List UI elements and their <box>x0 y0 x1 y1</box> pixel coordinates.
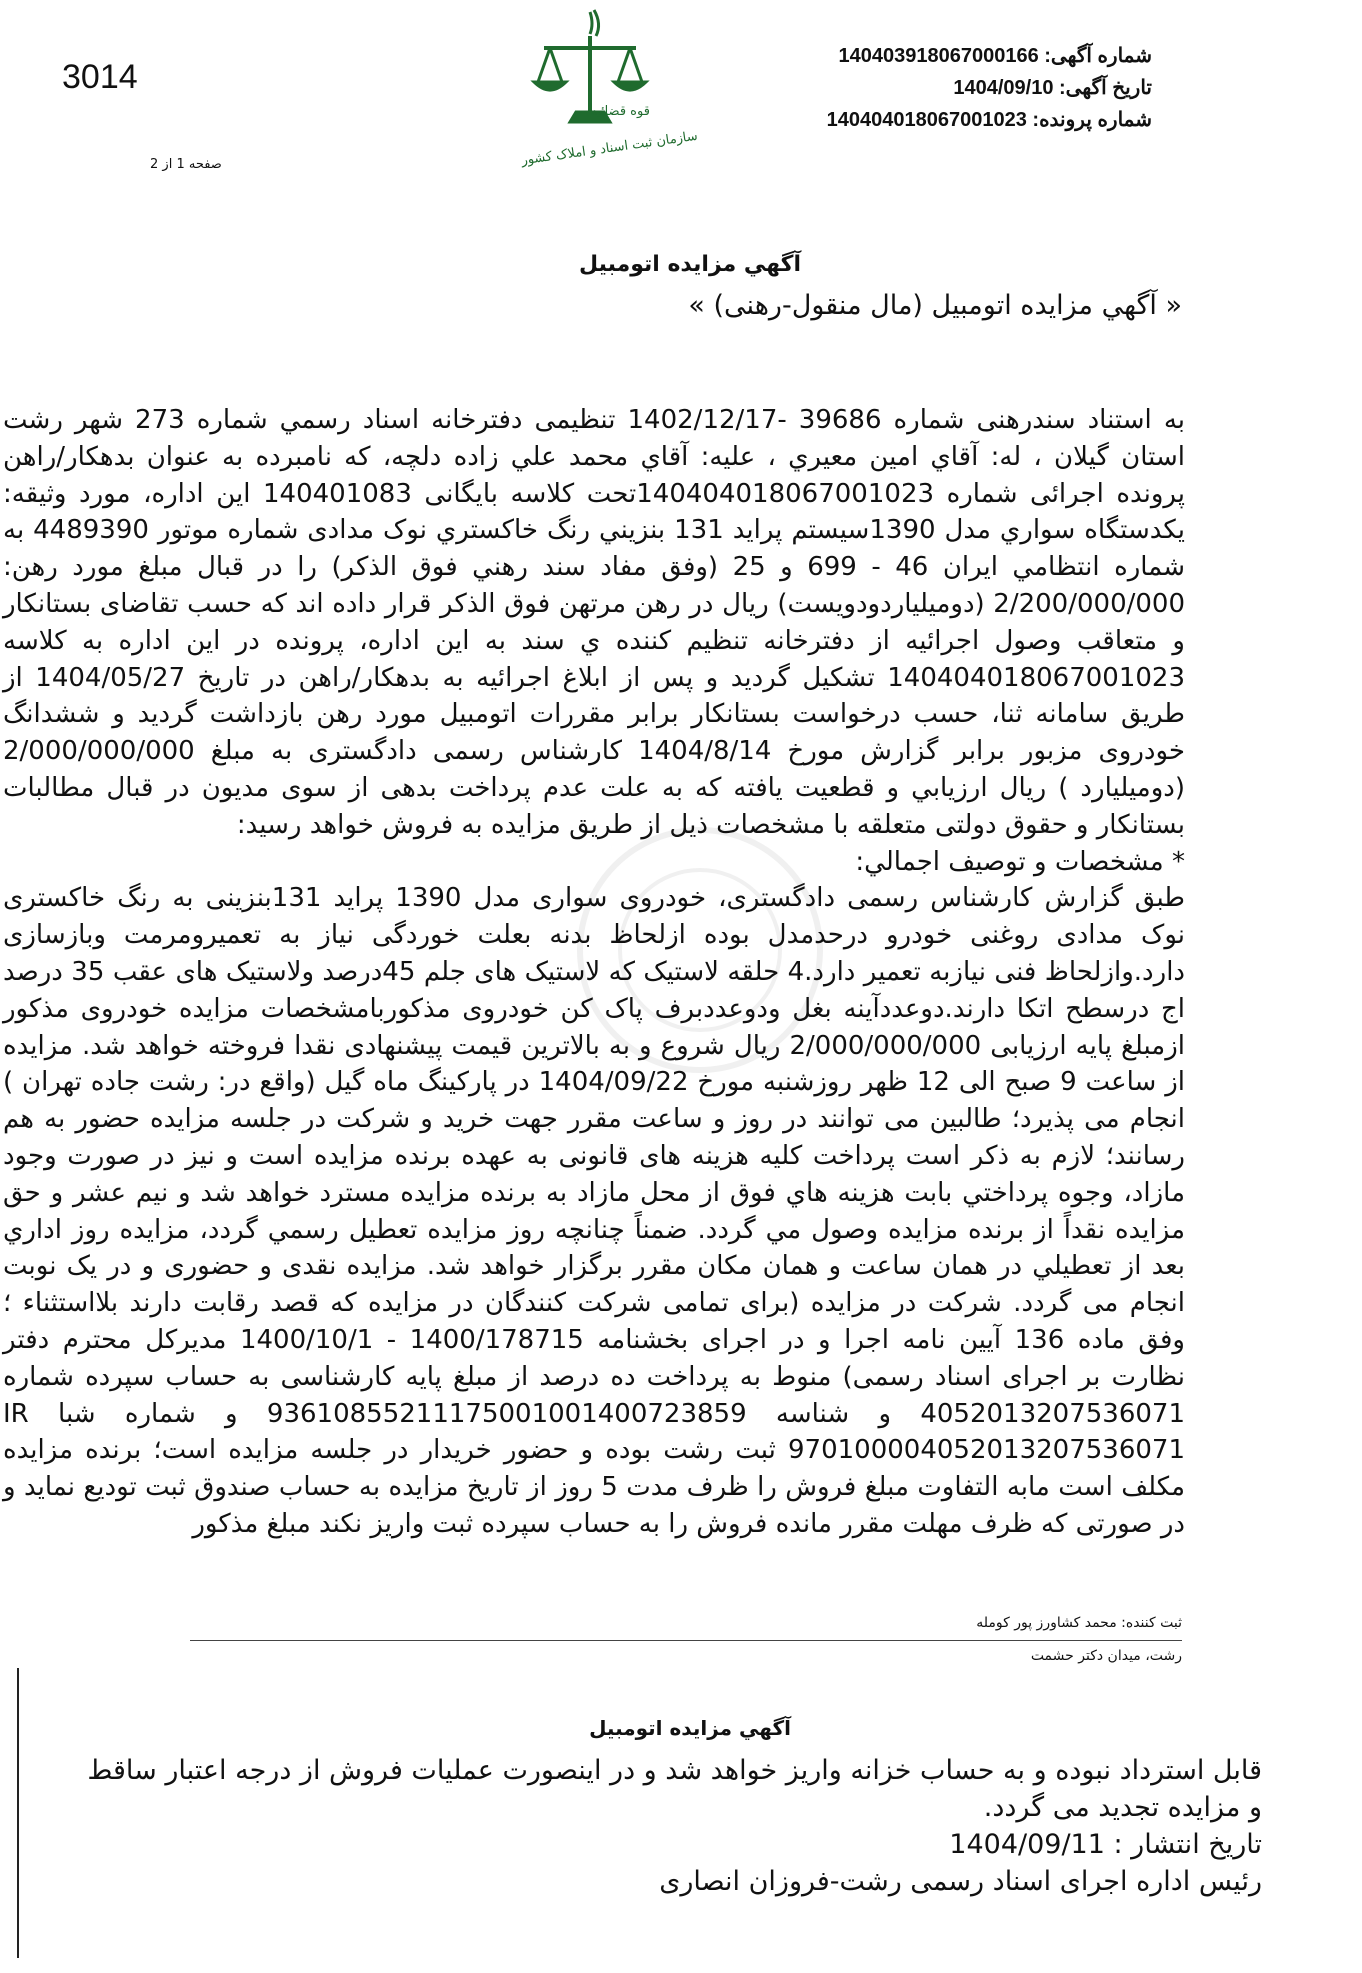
file-number-label: شماره پرونده: <box>1032 109 1152 131</box>
scales-of-justice-icon <box>520 0 720 200</box>
notice-body <box>3 402 1185 1543</box>
ad-date: 1404/09/10 <box>953 77 1054 99</box>
margin-line <box>17 1668 19 1958</box>
signature-line: رئیس اداره اجرای اسناد رسمی رشت-فروزان انصاری <box>659 1866 1262 1897</box>
publish-date: 1404/09/11 <box>949 1829 1105 1860</box>
registrar <box>976 1615 1182 1631</box>
registrar-name: محمد کشاورز پور کومله <box>976 1615 1117 1631</box>
office-address: رشت، میدان دکتر حشمت <box>1030 1648 1182 1664</box>
ad-number: 140403918067000166 <box>838 45 1039 67</box>
continuation-text: قابل استرداد نبوده و به حساب خزانه واریز خواهد شد و در اینصورت عملیات فروش از درجه اعتبار ساقط و مزایده تجدید می گردد. <box>87 1755 1262 1823</box>
judiciary-emblem <box>520 0 720 200</box>
page-subtitle: « آگهي مزايده اتومبيل (مال منقول-رهنی) » <box>688 290 1182 321</box>
footer-divider <box>190 1640 1182 1641</box>
ad-metadata <box>732 40 1152 136</box>
ad-date-label: تاریخ آگهی: <box>1059 77 1152 99</box>
registrar-label: ثبت کننده: <box>1121 1615 1182 1631</box>
body-paragraph-spec-heading: * مشخصات و توصيف اجمالي: <box>855 846 1185 877</box>
publish-date-row <box>82 1826 1262 1863</box>
continuation-body <box>82 1752 1262 1900</box>
emblem-caption-judiciary: قوه قضائیه <box>590 104 650 119</box>
body-paragraph-intro: به استناد سندرهنی شماره 39686 -1402/12/17 تنظیمی دفترخانه اسناد رسمي شماره 273 شهر رشت استان گیلان ، له: آقاي امين معيري ، عليه: آقاي محمد علي زاده دلچه، که نامبرده به عنوان بدهکار/راهن پرونده اجرائی شماره 140404018067001023تحت كلاسه بايگانی 140401083 اين اداره، مورد وثيقه: يكدستگاه سواري مدل 1390سيستم پرايد 131 بنزيني رنگ خاكستري نوک مدادی شماره موتور 4489390 به شماره انتظامي ايران 46 - 699 و 25 (وفق مفاد سند رهني فوق الذكر) را در قبال مبلغ مورد رهن: 2/200/000/000 (دوميلياردودويست) ريال در رهن مرتهن فوق الذکر قرار داده اند که حسب تقاضای بستانكار و متعاقب وصول اجرائيه از دفترخانه تنظیم کننده ي سند به اين اداره، پرونده در اين اداره به كلاسه 140404018067001023 تشكيل گرديد و پس از ابلاغ اجرائيه به بدهكار/راهن در تاريخ 1404/05/27 از طريق سامانه ثنا، حسب درخواست بستانكار برابر مقررات اتومبيل مورد رهن بازداشت گرديد و ششدانگ خودروی مزبور برابر گزارش مورخ 1404/8/14 کارشناس رسمی دادگستری به مبلغ 2/000/000/000 (دوميليارد ) ريال ارزيابي و قطعيت يافته که به علت عدم پرداخت بدهی از سوی مدیون در قبال مطالبات بستانکار و حقوق دولتی متعلقه با مشخصات ذیل از طریق مزایده به فروش خواهد رسید: <box>3 405 1185 840</box>
page-title: آگهي مزايده اتومبيل <box>578 252 802 277</box>
ad-number-label: شماره آگهی: <box>1044 45 1152 67</box>
document-code: 3014 <box>62 58 138 96</box>
ad-number-row <box>732 40 1152 72</box>
body-paragraph-details: طبق گزارش کارشناس رسمی دادگستری، خودروی سواری مدل 1390 پراید 131بنزینی به رنگ خاکستری نوک مدادی روغنی خودرو درحدمدل بوده ازلحاظ بدنه بعلت خوردگی نیاز به تعمیرومرمت وبازسازی دارد.وازلحاظ فنی نیازبه تعمیر دارد.4 حلقه لاستیک که لاستیک های جلم 45درصد ولاستیک های عقب 35 درصد اج درسطح اتکا دارند.دوعددآینه بغل ودوعددبرف پاک کن خودروی مذکوربامشخصات مزایده خودروی مذکور ازمبلغ پایه ارزیابی 2/000/000/000 ريال شروع و به بالاترین قیمت پیشنهادی نقدا فروخته خواهد شد. مزایده از ساعت 9 صبح الی 12 ظهر روزشنبه مورخ 1404/09/22 در پارکینگ ماه گیل (واقع در: رشت جاده تهران ) انجام می پذیرد؛ طالبین می توانند در روز و ساعت مقرر جهت خرید و شرکت در جلسه مزایده حضور به هم رسانند؛ لازم به ذکر است پرداخت کلیه هزینه های قانونی به عهده برنده مزایده است و نیز در صورت وجود مازاد، وجوه پرداختي بابت هزينه هاي فوق از محل مازاد به برنده مزايده مسترد خواهد شد و نيم عشر و حق مزايده نقداً از برنده مزايده وصول مي گردد. ضمناً چنانچه روز مزايده تعطيل رسمي گردد، مزايده روز اداري بعد از تعطيلي در همان ساعت و همان مكان مقرر برگزار خواهد شد. مزایده نقدی و حضوری و در یک نوبت انجام می گردد. شرکت در مزایده (برای تمامی شرکت کنندگان در مزایده که قصد رقابت دارند بلااستثناء ؛ وفق ماده 136 آیین نامه اجرا و در اجرای بخشنامه 1400/178715 - 1400/10/1 مدیرکل محترم دفتر نظارت بر اجرای اسناد رسمی) منوط به پرداخت ده درصد از مبلغ پایه کارشناسی به حساب سپرده شماره 4052013207536071 و شناسه 93610855211175001001400723859 و شماره شبا IR 970100004052013207536071 ثبت رشت بوده و حضور خریدار در جلسه مزایده است؛ برنده مزایده مکلف است مابه التفاوت مبلغ فروش را ظرف مدت 5 روز از تاریخ مزایده به حساب صندوق ثبت تودیع نماید و در صورتی که ظرف مهلت مقرر مانده فروش را به حساب سپرده ثبت واریز نکند مبلغ مذکور <box>3 883 1186 1539</box>
file-number-row <box>732 104 1152 136</box>
emblem-caption-registry: سازمان ثبت اسناد و املاک کشور <box>520 128 699 169</box>
continuation-title: آگهي مزايده اتومبيل <box>589 1716 791 1740</box>
publish-date-label: تاریخ انتشار : <box>1113 1829 1262 1860</box>
page-number: صفحه 1 از 2 <box>150 157 222 172</box>
ad-date-row <box>732 72 1152 104</box>
file-number: 140404018067001023 <box>826 109 1027 131</box>
